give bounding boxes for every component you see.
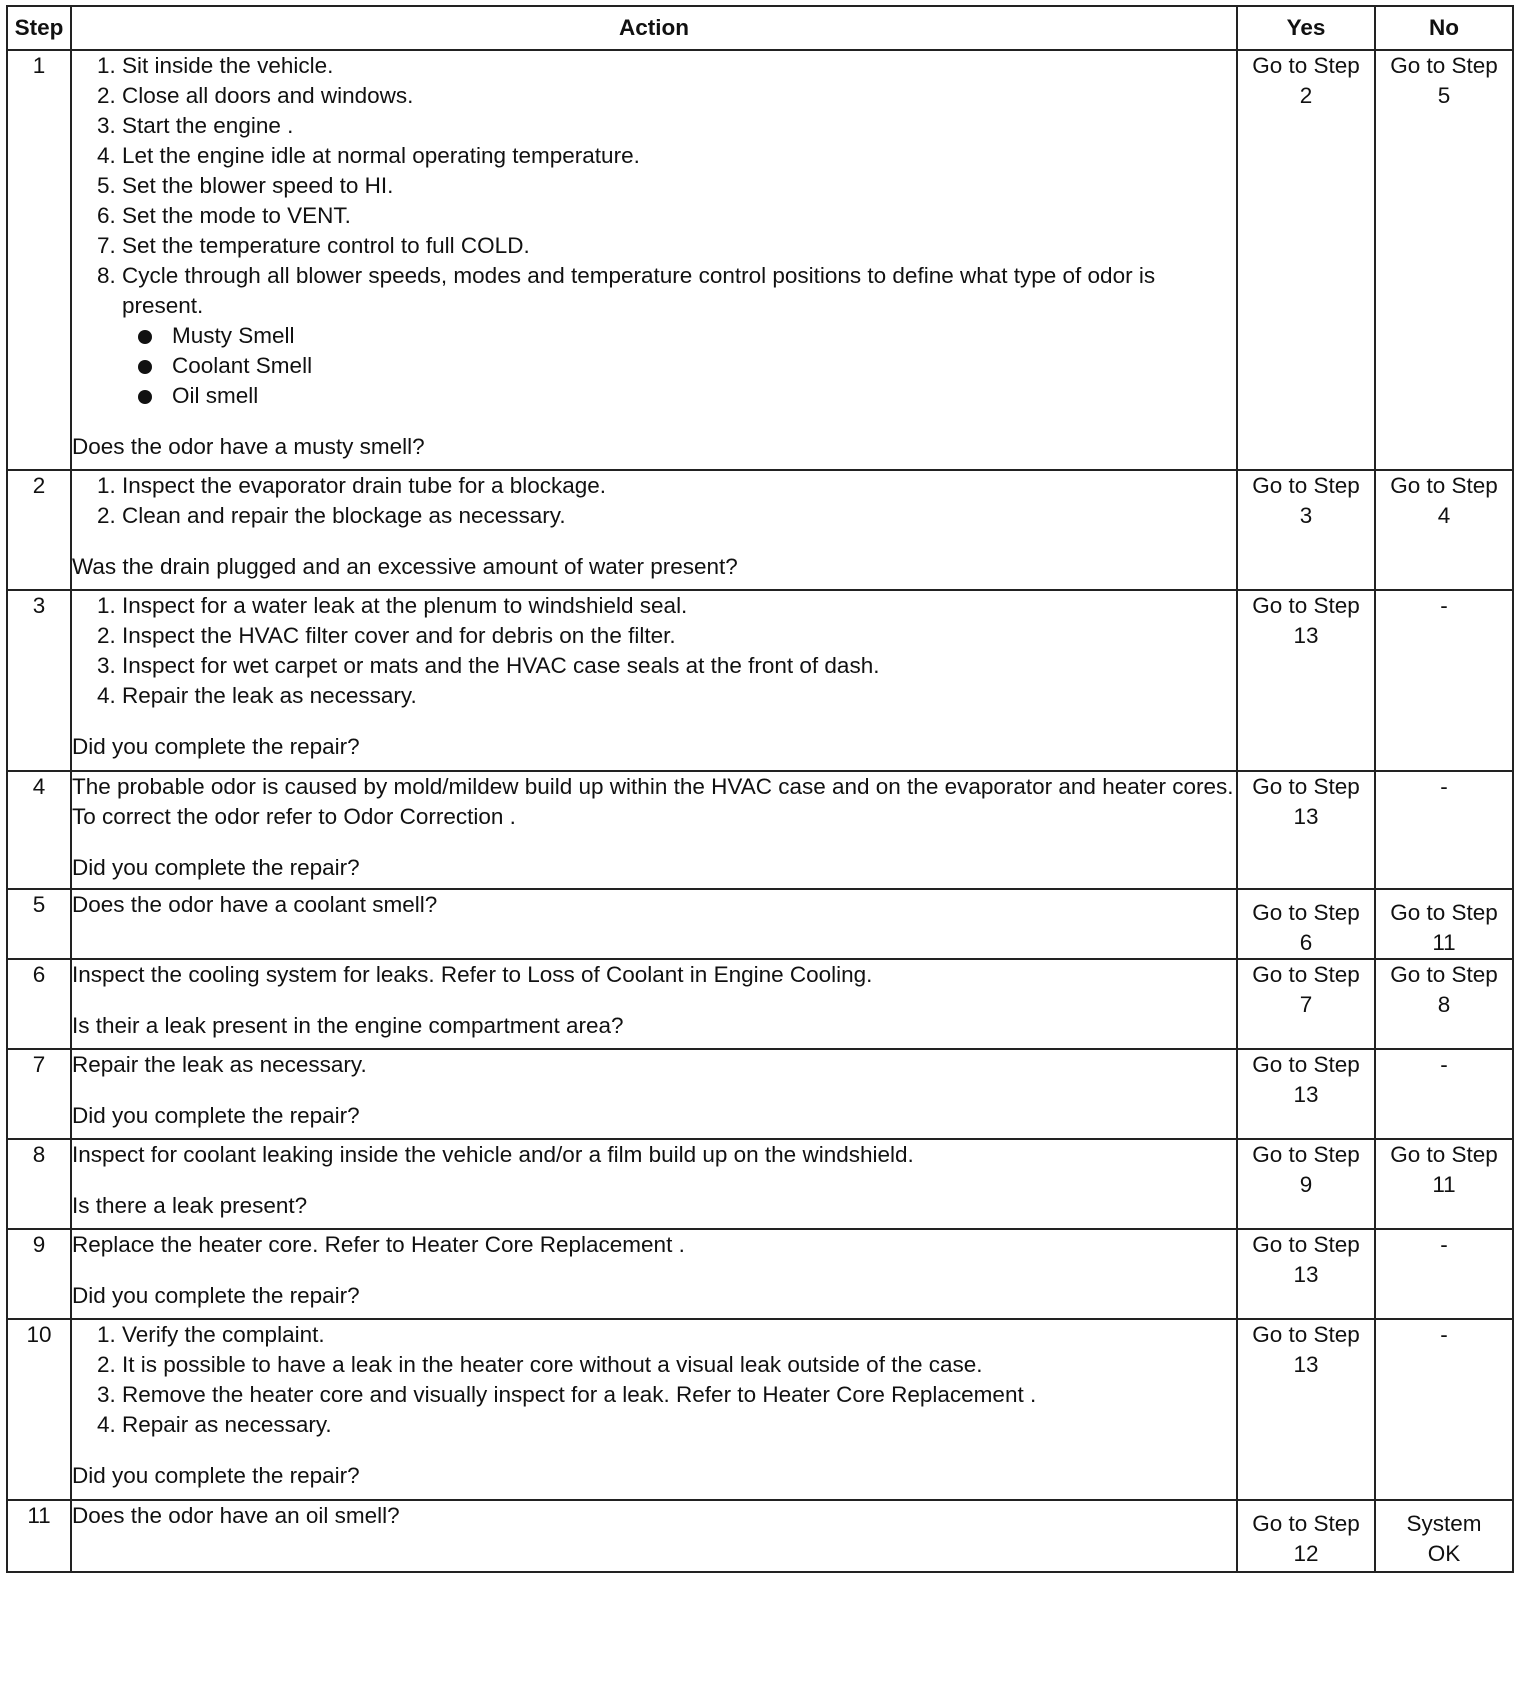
go-to-step-label: Go to Step bbox=[1252, 962, 1360, 987]
action-cell bbox=[71, 889, 1237, 959]
no-cell bbox=[1375, 771, 1513, 889]
odor-type-item: Musty Smell bbox=[166, 321, 1236, 351]
no-cell bbox=[1375, 590, 1513, 771]
action-cell bbox=[71, 1229, 1237, 1319]
system-ok-value: OK bbox=[1427, 1541, 1461, 1566]
table-row bbox=[7, 1500, 1513, 1572]
action-cell bbox=[71, 1500, 1237, 1572]
action-step: 3. Start the engine . bbox=[122, 111, 1236, 141]
table-row bbox=[7, 959, 1513, 1049]
no-target: 11 bbox=[1432, 1172, 1456, 1197]
action-cell bbox=[71, 771, 1237, 889]
yes-cell bbox=[1237, 1049, 1375, 1139]
action-step: 2. Inspect the HVAC filter cover and for debris on the filter. bbox=[122, 621, 1236, 651]
action-question: Did you complete the repair? bbox=[72, 1463, 360, 1488]
action-text: Does the odor have a coolant smell? bbox=[72, 892, 438, 917]
action-step: 4. Repair as necessary. bbox=[122, 1410, 1236, 1440]
no-cell bbox=[1375, 1049, 1513, 1139]
header-step: Step bbox=[7, 6, 71, 50]
odor-type-item: Coolant Smell bbox=[166, 351, 1236, 381]
header-yes: Yes bbox=[1237, 6, 1375, 50]
go-to-step-label: Go to Step bbox=[1252, 900, 1360, 925]
go-to-step-label: Go to Step bbox=[1252, 774, 1360, 799]
yes-cell bbox=[1237, 1229, 1375, 1319]
yes-cell bbox=[1237, 959, 1375, 1049]
go-to-step-label: Go to Step bbox=[1252, 593, 1360, 618]
action-question: Did you complete the repair? bbox=[72, 734, 360, 759]
odor-type-item: Oil smell bbox=[166, 381, 1236, 411]
action-cell bbox=[71, 50, 1237, 470]
no-cell bbox=[1375, 959, 1513, 1049]
diagnostic-table bbox=[6, 5, 1514, 1573]
no-cell bbox=[1375, 889, 1513, 959]
action-step: 4. Repair the leak as necessary. bbox=[122, 681, 1236, 711]
header-action: Action bbox=[71, 6, 1237, 50]
go-to-step-label: Go to Step bbox=[1252, 1142, 1360, 1167]
yes-cell bbox=[1237, 1500, 1375, 1572]
step-number: 9 bbox=[7, 1229, 71, 1319]
header-row bbox=[7, 6, 1513, 50]
yes-target: 13 bbox=[1293, 1082, 1319, 1107]
no-cell bbox=[1375, 1229, 1513, 1319]
yes-target: 12 bbox=[1293, 1541, 1319, 1566]
go-to-step-label: Go to Step bbox=[1252, 1511, 1360, 1536]
step-number: 11 bbox=[7, 1500, 71, 1572]
step-number: 2 bbox=[7, 470, 71, 590]
go-to-step-label: Go to Step bbox=[1252, 473, 1360, 498]
yes-target: 13 bbox=[1293, 1352, 1319, 1377]
action-step: 1. Inspect the evaporator drain tube for a blockage. bbox=[122, 471, 1236, 501]
action-step: 1. Verify the complaint. bbox=[122, 1320, 1236, 1350]
action-question: Was the drain plugged and an excessive amount of water present? bbox=[72, 554, 738, 579]
go-to-step-label: Go to Step bbox=[1390, 1142, 1498, 1167]
action-question: Is their a leak present in the engine compartment area? bbox=[72, 1013, 624, 1038]
no-cell bbox=[1375, 1500, 1513, 1572]
action-step: 4. Let the engine idle at normal operating temperature. bbox=[122, 141, 1236, 171]
action-step: 2. Clean and repair the blockage as necessary. bbox=[122, 501, 1236, 531]
action-question: Did you complete the repair? bbox=[72, 855, 360, 880]
step-number: 10 bbox=[7, 1319, 71, 1500]
action-step: 2. It is possible to have a leak in the heater core without a visual leak outside of the case. bbox=[122, 1350, 1236, 1380]
go-to-step-label: Go to Step bbox=[1252, 1052, 1360, 1077]
no-target: 4 bbox=[1437, 503, 1451, 528]
action-cell bbox=[71, 1319, 1237, 1500]
yes-cell bbox=[1237, 889, 1375, 959]
action-question: Does the odor have a musty smell? bbox=[72, 434, 425, 459]
action-cell bbox=[71, 590, 1237, 771]
action-question: Is there a leak present? bbox=[72, 1193, 308, 1218]
no-cell bbox=[1375, 470, 1513, 590]
table-row bbox=[7, 1049, 1513, 1139]
step-number: 4 bbox=[7, 771, 71, 889]
step-number: 7 bbox=[7, 1049, 71, 1139]
step-number: 3 bbox=[7, 590, 71, 771]
go-to-step-label: Go to Step bbox=[1390, 473, 1498, 498]
go-to-step-label: Go to Step bbox=[1390, 53, 1498, 78]
no-target: - bbox=[1440, 774, 1448, 799]
table-row bbox=[7, 470, 1513, 590]
yes-target: 6 bbox=[1299, 930, 1313, 955]
table-row bbox=[7, 1139, 1513, 1229]
table-row bbox=[7, 1319, 1513, 1500]
action-text: Inspect for coolant leaking inside the vehicle and/or a film build up on the windshield. bbox=[72, 1142, 914, 1167]
action-step: 1. Inspect for a water leak at the plenum to windshield seal. bbox=[122, 591, 1236, 621]
odor-type-list bbox=[122, 321, 1236, 411]
yes-cell bbox=[1237, 590, 1375, 771]
no-target: - bbox=[1440, 593, 1448, 618]
action-text: The probable odor is caused by mold/mildew build up within the HVAC case and on the evaporator and heater cores. To correct the odor refer to Odor Correction . bbox=[72, 774, 1234, 829]
step-number: 5 bbox=[7, 889, 71, 959]
yes-target: 13 bbox=[1293, 623, 1319, 648]
go-to-step-label: Go to Step bbox=[1252, 1322, 1360, 1347]
no-target: 8 bbox=[1437, 992, 1451, 1017]
no-cell bbox=[1375, 1319, 1513, 1500]
action-step: 5. Set the blower speed to HI. bbox=[122, 171, 1236, 201]
action-step bbox=[122, 261, 1236, 411]
yes-cell bbox=[1237, 771, 1375, 889]
yes-target: 7 bbox=[1299, 992, 1313, 1017]
no-target: 11 bbox=[1432, 930, 1456, 955]
action-cell bbox=[71, 1049, 1237, 1139]
action-step: 3. Remove the heater core and visually inspect for a leak. Refer to Heater Core Replacement . bbox=[122, 1380, 1236, 1410]
action-text: Does the odor have an oil smell? bbox=[72, 1503, 400, 1528]
yes-cell bbox=[1237, 1319, 1375, 1500]
yes-cell bbox=[1237, 50, 1375, 470]
action-steps bbox=[72, 51, 1236, 411]
no-cell bbox=[1375, 50, 1513, 470]
action-text: Repair the leak as necessary. bbox=[72, 1052, 367, 1077]
action-step: 6. Set the mode to VENT. bbox=[122, 201, 1236, 231]
no-target: 5 bbox=[1437, 83, 1451, 108]
action-cell bbox=[71, 1139, 1237, 1229]
table-row bbox=[7, 889, 1513, 959]
action-cell bbox=[71, 959, 1237, 1049]
action-step: 2. Close all doors and windows. bbox=[122, 81, 1236, 111]
step-number: 8 bbox=[7, 1139, 71, 1229]
go-to-step-label: Go to Step bbox=[1390, 962, 1498, 987]
no-target: - bbox=[1440, 1052, 1448, 1077]
header-no: No bbox=[1375, 6, 1513, 50]
step-number: 6 bbox=[7, 959, 71, 1049]
action-steps bbox=[72, 591, 1236, 711]
yes-target: 2 bbox=[1299, 83, 1313, 108]
system-label: System bbox=[1406, 1511, 1482, 1536]
go-to-step-label: Go to Step bbox=[1252, 1232, 1360, 1257]
action-text: Replace the heater core. Refer to Heater Core Replacement . bbox=[72, 1232, 685, 1257]
action-steps bbox=[72, 1320, 1236, 1440]
yes-target: 13 bbox=[1293, 1262, 1319, 1287]
no-target: - bbox=[1440, 1232, 1448, 1257]
yes-target: 13 bbox=[1293, 804, 1319, 829]
table-row bbox=[7, 771, 1513, 889]
no-cell bbox=[1375, 1139, 1513, 1229]
go-to-step-label: Go to Step bbox=[1390, 900, 1498, 925]
table-row bbox=[7, 50, 1513, 470]
action-cell bbox=[71, 470, 1237, 590]
yes-target: 3 bbox=[1299, 503, 1313, 528]
yes-cell bbox=[1237, 1139, 1375, 1229]
yes-target: 9 bbox=[1299, 1172, 1313, 1197]
action-question: Did you complete the repair? bbox=[72, 1103, 360, 1128]
action-step: 7. Set the temperature control to full COLD. bbox=[122, 231, 1236, 261]
action-steps bbox=[72, 471, 1236, 531]
table-row bbox=[7, 1229, 1513, 1319]
action-question: Did you complete the repair? bbox=[72, 1283, 360, 1308]
table-row bbox=[7, 590, 1513, 771]
no-target: - bbox=[1440, 1322, 1448, 1347]
step-number: 1 bbox=[7, 50, 71, 470]
yes-cell bbox=[1237, 470, 1375, 590]
action-step: 1. Sit inside the vehicle. bbox=[122, 51, 1236, 81]
action-step: 3. Inspect for wet carpet or mats and the HVAC case seals at the front of dash. bbox=[122, 651, 1236, 681]
action-text: Inspect the cooling system for leaks. Refer to Loss of Coolant in Engine Cooling. bbox=[72, 962, 873, 987]
go-to-step-label: Go to Step bbox=[1252, 53, 1360, 78]
action-step-text: Cycle through all blower speeds, modes and temperature control positions to define what type of odor is present. bbox=[122, 263, 1156, 318]
